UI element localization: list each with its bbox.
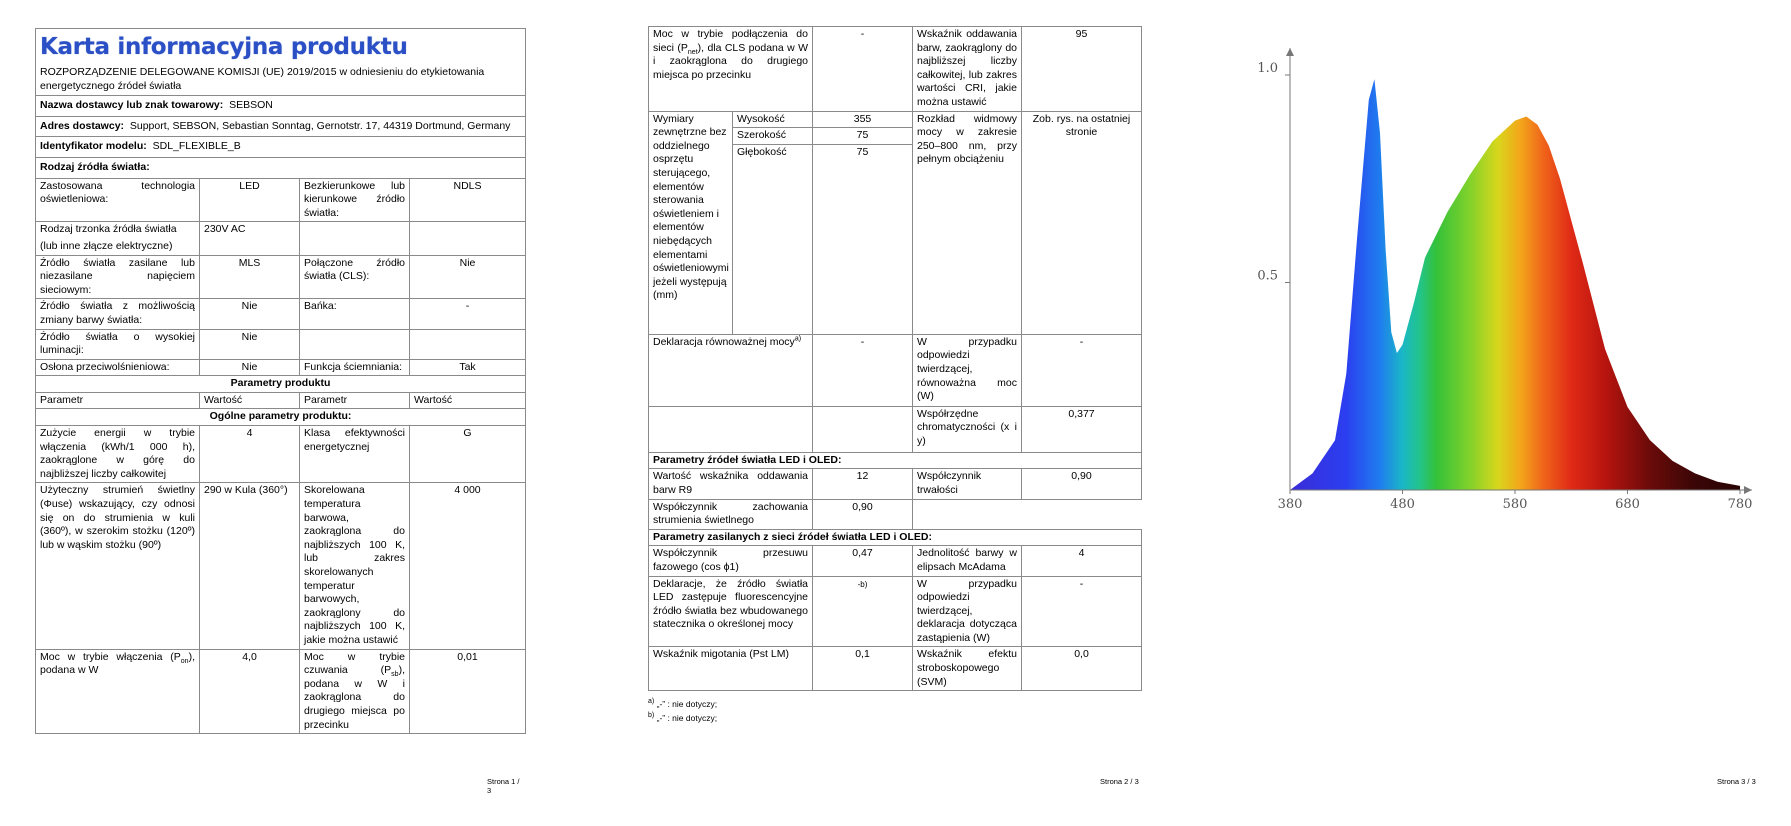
page2-table <box>648 26 1142 691</box>
mcadam-label: Jednolitość barwy w elipsach McAdama <box>913 546 1022 576</box>
general-params-heading: Ogólne parametry produktu: <box>36 409 526 426</box>
pon-label: Moc w trybie włączenia $(P_{on})$, podana w W <box>36 649 200 734</box>
cosphi-label: Współczynnik przesuwu fazowego (cos ϕ1) <box>649 546 813 576</box>
bulb-label: Bańka: <box>300 299 410 329</box>
pnet-value: - <box>813 27 913 112</box>
antiglare-label: Osłona przeciwolśnieniowa: <box>36 359 200 376</box>
height-label: Wysokość <box>733 111 813 128</box>
eqpower-label: Deklaracja równoważnej mocy$^{a)}$ <box>649 334 813 406</box>
flicker-label: Wskaźnik migotania (Pst LM) <box>649 647 813 691</box>
x-tick-label: 680 <box>1615 497 1640 512</box>
flux-value: 290 w Kula (360°) <box>200 483 300 649</box>
cct-value: 4 000 <box>410 483 526 649</box>
cap-value: 230V AC <box>200 222 300 255</box>
survival-value: 0,90 <box>1022 469 1142 499</box>
col-header-param-2: Parametr <box>300 392 410 409</box>
replace2-label: W przypadku odpowiedzi twierdzącej, deklaracja dotycząca zastąpienia (W) <box>913 576 1022 647</box>
source-type-heading: Rodzaj źródła światła: <box>36 157 526 178</box>
psb-label: Moc w trybie czuwania $(P_{sb})$, podana w W i zaokrąglona do drugiego miejsca po przecinku <box>300 649 410 734</box>
page1-table <box>35 28 526 734</box>
led-params-heading: Parametry źródeł światła LED i OLED: <box>649 452 1142 469</box>
energy-label: Zużycie energii w trybie włączenia (kWh/1 000 h), zaokrąglone w górę do najbliższej liczby całkowitej <box>36 426 200 483</box>
col-header-value-1: Wartość <box>200 392 300 409</box>
tunable-label: Źródło światła z możliwością zmiany barwy światła: <box>36 299 200 329</box>
width-label: Szerokość <box>733 128 813 145</box>
pon-value: 4,0 <box>200 649 300 734</box>
class-value: G <box>410 426 526 483</box>
svm-label: Wskaźnik efektu stroboskopowego (SVM) <box>913 647 1022 691</box>
dimmable-value: Tak <box>410 359 526 376</box>
tunable-value: Nie <box>200 299 300 329</box>
model-row: Identyfikator modelu: SDL_FLEXIBLE_B <box>36 137 526 158</box>
x-axis-arrow-icon <box>1744 486 1752 494</box>
flicker-value: 0,1 <box>813 647 913 691</box>
mains-value: MLS <box>200 255 300 299</box>
tech-value: LED <box>200 178 300 222</box>
mains-led-params-heading: Parametry zasilanych z sieci źródeł światła LED i OLED: <box>649 529 1142 546</box>
dimmable-label: Funkcja ściemniania: <box>300 359 410 376</box>
cls-value: Nie <box>410 255 526 299</box>
col-header-param-1: Parametr <box>36 392 200 409</box>
page-1 <box>35 0 525 826</box>
cls-label: Połączone źródło światła (CLS): <box>300 255 410 299</box>
chroma-value: 0,377 <box>1022 406 1142 452</box>
page-number: Strona 3 / 3 <box>1717 777 1756 786</box>
bulb-value: - <box>410 299 526 329</box>
supplier-row: Nazwa dostawcy lub znak towarowy: SEBSON <box>36 96 526 117</box>
height-value: 355 <box>813 111 913 128</box>
width-value: 75 <box>813 128 913 145</box>
flux-label: Użyteczny strumień świetlny (Φuse) wskazujący, czy odnosi się on do strumienia w kuli (360º), w szerokim stożku (120º) lub w wąskim stożku (90º) <box>36 483 200 649</box>
pnet-label: Moc w trybie podłączenia do sieci $(P_{net})$, dla CLS podana w W i zaokrąglona do drugiego miejsca po przecinku <box>649 27 813 112</box>
depth-label: Głębokość <box>733 144 813 334</box>
tech-label: Zastosowana technologia oświetleniowa: <box>36 178 200 222</box>
chroma-label: Współrzędne chromatyczności (x i y) <box>913 406 1022 452</box>
page-3 <box>1257 0 1791 826</box>
cri-value: 95 <box>1022 27 1142 112</box>
x-tick-label: 480 <box>1390 497 1415 512</box>
maint-label: Współczynnik zachowania strumienia świetlnego <box>649 499 813 529</box>
cri-label: Wskaźnik oddawania barw, zaokrąglony do najbliższej liczby całkowitej, lub zakres wartości CRI, jakie można ustawić <box>913 27 1022 112</box>
r9-label: Wartość wskaźnika oddawania barw R9 <box>649 469 813 499</box>
svm-value: 0,0 <box>1022 647 1142 691</box>
psb-value: 0,01 <box>410 649 526 734</box>
page-number: Strona 1 / 3 <box>487 777 520 795</box>
x-tick-label: 380 <box>1277 497 1303 512</box>
product-params-heading: Parametry produktu <box>36 376 526 393</box>
y-tick-label: 1.0 <box>1257 61 1278 76</box>
y-tick-label: 0.5 <box>1257 268 1278 284</box>
replace2-value: - <box>1022 576 1142 647</box>
replace-value: -b) <box>813 576 913 647</box>
highlum-value: Nie <box>200 329 300 359</box>
directional-value: NDLS <box>410 178 526 222</box>
antiglare-value: Nie <box>200 359 300 376</box>
x-tick-label: 780 <box>1727 497 1753 512</box>
mains-label: Źródło światła zasilane lub niezasilane napięciem sieciowym: <box>36 255 200 299</box>
r9-value: 12 <box>813 469 913 499</box>
directional-label: Bezkierunkowe lub kierunkowe źródło światła: <box>300 178 410 222</box>
highlum-label: Źródło światła o wysokiej luminacji: <box>36 329 200 359</box>
dims-label: Wymiary zewnętrzne bez oddzielnego osprzętu sterującego, elementów sterowania oświetleniem i elementów niebędących elementami oświetleniowymi jeżeli występują (mm) <box>649 111 733 334</box>
maint-value: 0,90 <box>813 499 913 529</box>
spd-label: Rozkład widmowy mocy w zakresie 250–800 nm, przy pełnym obciążeniu <box>913 111 1022 334</box>
eqpower2-label: W przypadku odpowiedzi twierdzącej, równoważna moc (W) <box>913 334 1022 406</box>
page-2 <box>648 0 1141 826</box>
col-header-value-2: Wartość <box>410 392 526 409</box>
footnote-a: $^{a)}$ „-” : nie dotyczy; <box>648 698 718 710</box>
replace-label: Deklaracje, że źródło światła LED zastępuje fluorescencyjne źródło światła bez wbudowanego statecznika o określonej mocy <box>649 576 813 647</box>
cct-label: Skorelowana temperatura barwowa, zaokrąglona do najbliższych 100 K, lub zakres skorelowanych temperatur barwowych, zaokrąglony do najbliższych 100 K, jakie można ustawić <box>300 483 410 649</box>
survival-label: Współczynnik trwałości <box>913 469 1022 499</box>
cosphi-value: 0,47 <box>813 546 913 576</box>
spectrum-area <box>1290 79 1740 490</box>
energy-value: 4 <box>200 426 300 483</box>
eqpower2-value: - <box>1022 334 1142 406</box>
mcadam-value: 4 <box>1022 546 1142 576</box>
depth-value: 75 <box>813 144 913 334</box>
address-row: Adres dostawcy: Support, SEBSON, Sebastian Sonntag, Gernotstr. 17, 44319 Dortmund, Germany <box>36 116 526 137</box>
y-axis-arrow-icon <box>1286 48 1294 56</box>
page-number: Strona 2 / 3 <box>1100 777 1139 786</box>
x-tick-label: 580 <box>1502 497 1528 512</box>
spd-value: Zob. rys. na ostatniej stronie <box>1022 111 1142 334</box>
class-label: Klasa efektywności energetycznej <box>300 426 410 483</box>
spectral-distribution-chart <box>1257 0 1791 826</box>
footnote-b: $^{b)}$ „-” : nie dotyczy; <box>648 712 718 724</box>
cap-label: Rodzaj trzonka źródła światła (lub inne złącze elektryczne) <box>36 222 200 255</box>
page-title: Karta informacyjna produktu <box>40 34 408 60</box>
regulation-text: ROZPORZĄDZENIE DELEGOWANE KOMISJI (UE) 2019/2015 w odniesieniu do etykietowania energetycznego źródeł światła <box>40 66 485 92</box>
eqpower-value: - <box>813 334 913 406</box>
